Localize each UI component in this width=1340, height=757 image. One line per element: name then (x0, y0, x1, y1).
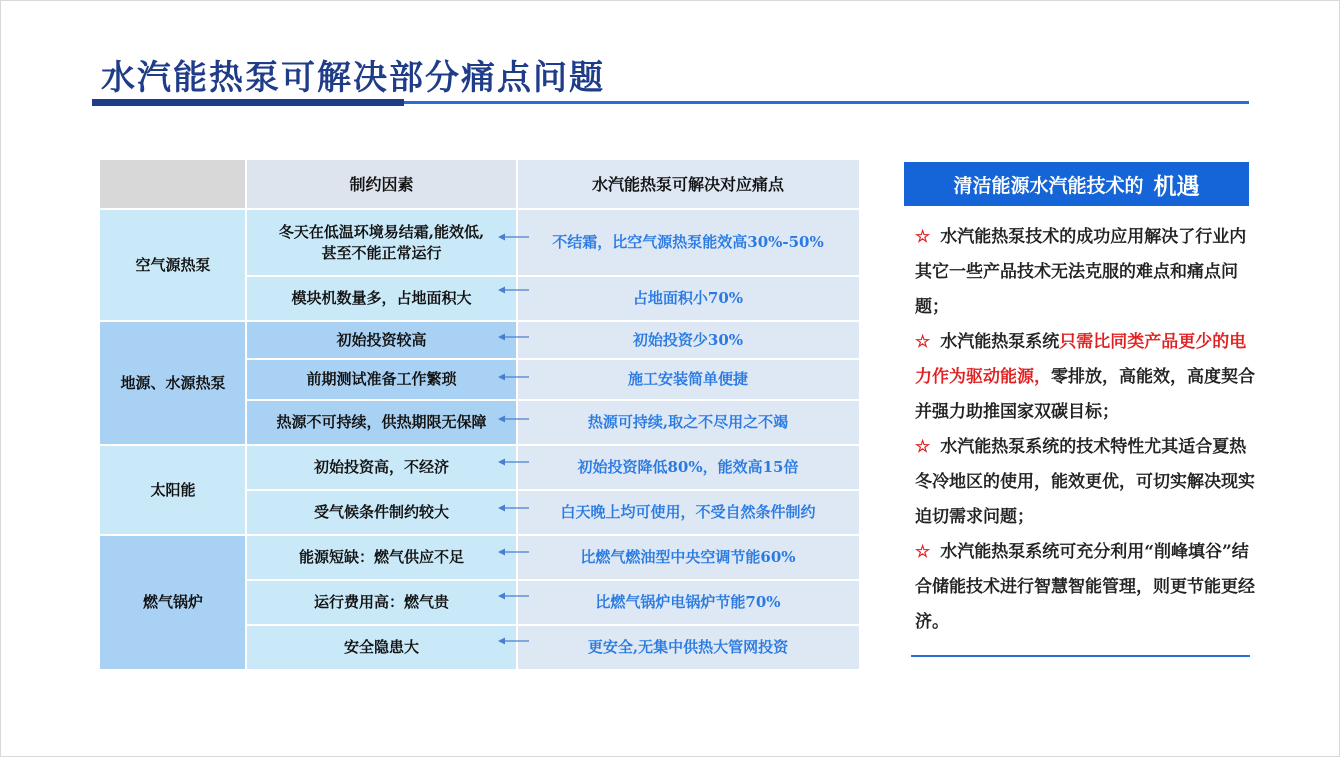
grid-line (246, 579, 859, 581)
pain-point-table (100, 160, 859, 669)
grid-line (246, 358, 859, 360)
opportunity-point: ☆ 水汽能热泵系统的技术特性尤其适合夏热冬冷地区的使用，能效更优，可切实解决现实迫切需求问题； (915, 437, 1255, 527)
solution-cell: 初始投资降低80%，能效高15倍 (517, 445, 859, 490)
header-factor: 制约因素 (246, 160, 517, 209)
category-cell: 地源、水源热泵 (100, 321, 246, 445)
title-underline-accent (92, 99, 404, 106)
category-cell: 空气源热泵 (100, 209, 246, 321)
solution-cell: 比燃气燃油型中央空调节能60% (517, 535, 859, 580)
star-outline-icon: ☆ (915, 542, 931, 562)
factor-cell: 初始投资高，不经济 (246, 445, 517, 490)
solution-cell: 白天晚上均可使用，不受自然条件制约 (517, 490, 859, 535)
opportunity-title: 清洁能源水汽能技术的 (953, 174, 1144, 197)
grid-line (100, 534, 859, 536)
category-cell: 太阳能 (100, 445, 246, 535)
opportunity-title-emphasis: 机遇 (1153, 172, 1200, 200)
arrow-left-icon (498, 547, 530, 557)
arrow-left-icon (498, 591, 530, 601)
opportunity-point: ☆ 水汽能热泵技术的成功应用解决了行业内其它一些产品技术无法克服的难点和痛点问题； (915, 227, 1247, 317)
factor-cell: 运行费用高：燃气贵 (246, 580, 517, 625)
factor-cell: 受气候条件制约较大 (246, 490, 517, 535)
page-title: 水汽能热泵可解决部分痛点问题 (101, 58, 605, 98)
star-outline-icon: ☆ (915, 437, 931, 457)
arrow-left-icon (498, 232, 530, 242)
factor-cell: 能源短缺：燃气供应不足 (246, 535, 517, 580)
star-outline-icon: ☆ (915, 227, 931, 247)
grid-line (100, 320, 859, 322)
solution-cell: 施工安装简单便捷 (517, 359, 859, 400)
arrow-left-icon (498, 636, 530, 646)
grid-line (246, 489, 859, 491)
solution-cell: 比燃气锅炉电锅炉节能70% (517, 580, 859, 625)
header-empty-cell (100, 160, 246, 209)
opportunity-header (904, 162, 1249, 206)
factor-cell: 前期测试准备工作繁琐 (246, 359, 517, 400)
factor-cell: 冬天在低温环境易结霜,能效低,甚至不能正常运行 (246, 209, 517, 276)
solution-cell: 热源可持续,取之不尽用之不竭 (517, 400, 859, 445)
solution-cell: 不结霜，比空气源热泵能效高30%-50% (517, 209, 859, 276)
grid-line (100, 208, 859, 210)
opportunity-bottom-line (911, 655, 1250, 657)
arrow-left-icon (498, 372, 530, 382)
opportunity-point: ☆ 水汽能热泵系统可充分利用“削峰填谷”结合储能技术进行智慧智能管理，则更节能更经济。 (915, 542, 1255, 632)
solution-cell: 更安全,无集中供热大管网投资 (517, 625, 859, 669)
arrow-left-icon (498, 414, 530, 424)
star-outline-icon: ☆ (915, 332, 931, 352)
grid-line (246, 399, 859, 401)
opportunity-point: ☆ 水汽能热泵系统只需比同类产品更少的电力作为驱动能源，零排放，高能效，高度契合并强力助推国家双碳目标； (915, 332, 1255, 422)
grid-line (246, 275, 859, 277)
factor-cell: 模块机数量多，占地面积大 (246, 276, 517, 321)
factor-cell: 热源不可持续，供热期限无保障 (246, 400, 517, 445)
category-cell: 燃气锅炉 (100, 535, 246, 669)
arrow-left-icon (498, 285, 530, 295)
factor-cell: 安全隐患大 (246, 625, 517, 669)
grid-line (100, 444, 859, 446)
arrow-left-icon (498, 503, 530, 513)
highlight-text: 只需比同类产品更少的电力作为驱动能源， (915, 332, 1247, 387)
factor-cell: 初始投资较高 (246, 321, 517, 359)
header-solution: 水汽能热泵可解决对应痛点 (517, 160, 859, 209)
grid-line (246, 624, 859, 626)
grid-line (245, 160, 247, 669)
opportunity-points (915, 220, 1260, 640)
arrow-left-icon (498, 457, 530, 467)
solution-cell: 占地面积小70% (517, 276, 859, 321)
arrow-left-icon (498, 332, 530, 342)
solution-cell: 初始投资少30% (517, 321, 859, 359)
